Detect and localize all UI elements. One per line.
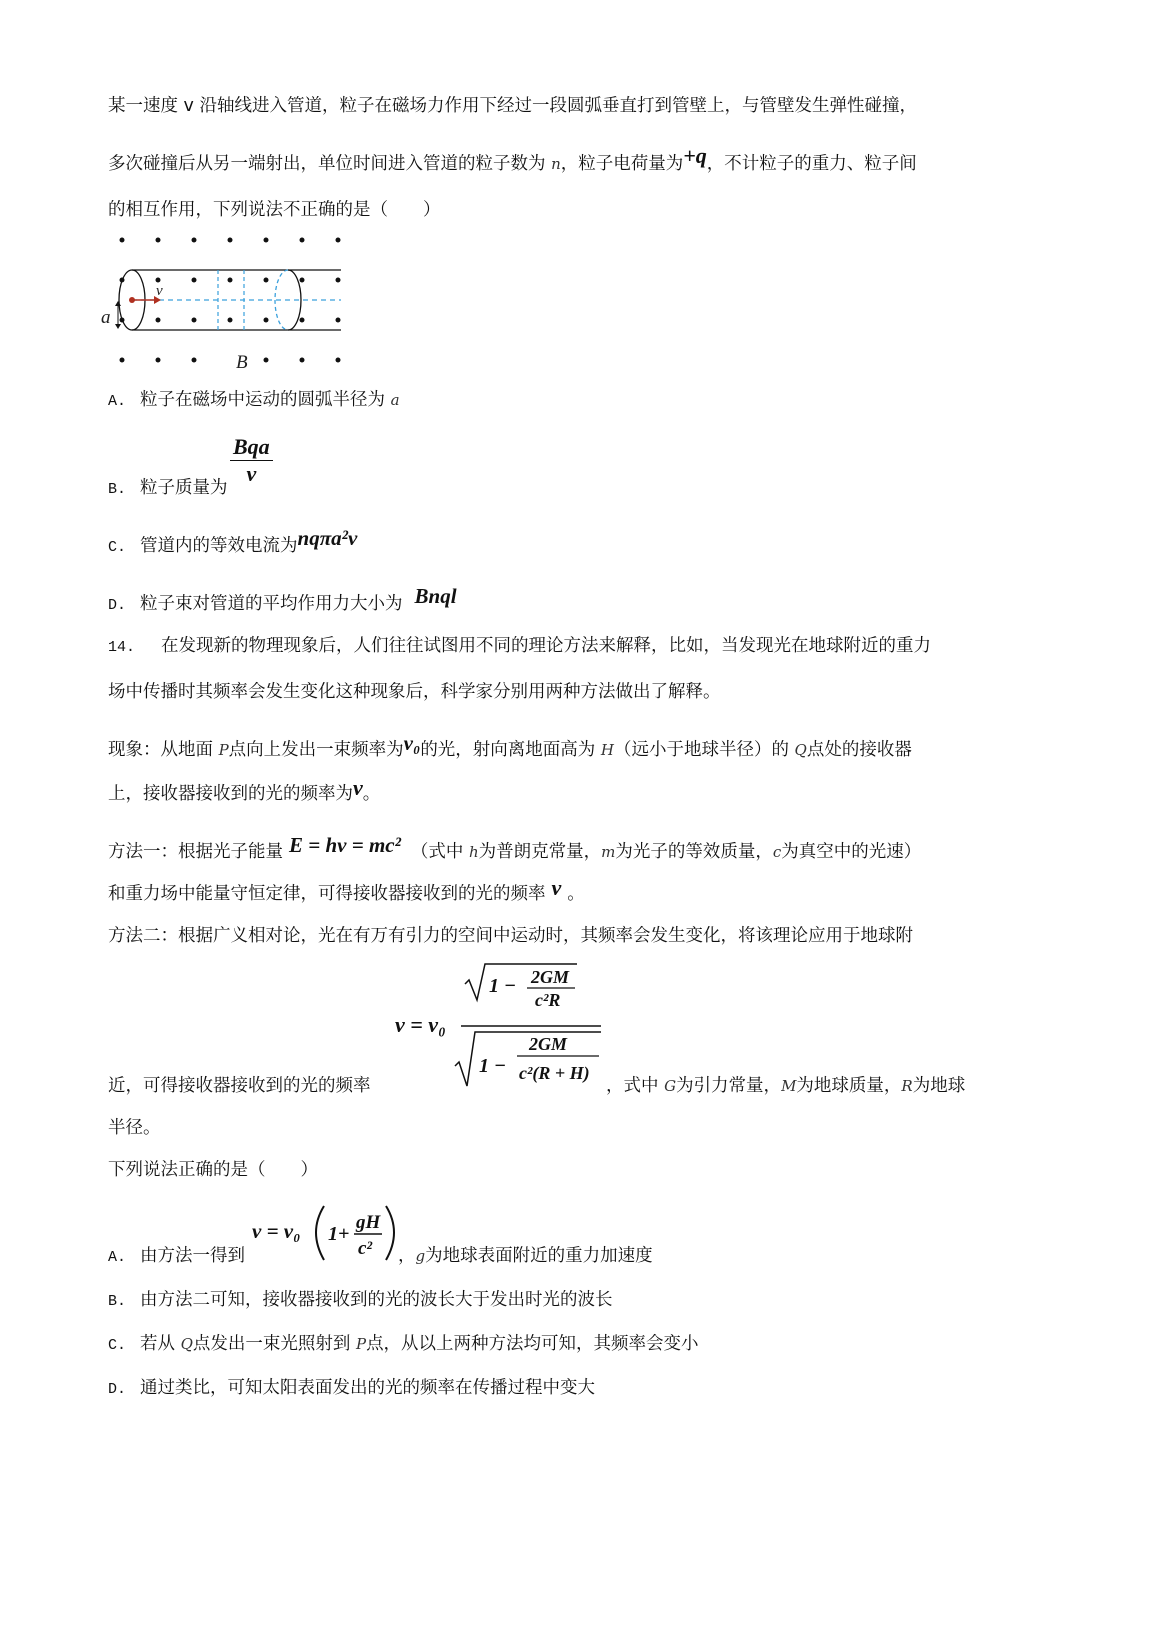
q13-option-c[interactable]: C. 管道内的等效电流为nqπa²v — [108, 526, 358, 556]
charge-q: +q — [683, 143, 707, 168]
svg-text:gH: gH — [356, 1212, 381, 1233]
force-expression: Bnql — [414, 584, 457, 608]
svg-text:2GM: 2GM — [529, 1034, 568, 1054]
question-number: 14. — [108, 639, 136, 656]
svg-text:ν = ν₀: ν = ν₀ — [252, 1219, 301, 1243]
svg-text:2GM: 2GM — [531, 967, 570, 987]
svg-text:1 −: 1 − — [479, 1055, 507, 1077]
svg-text:1+: 1+ — [328, 1223, 350, 1245]
q13-option-b[interactable]: B. 粒子质量为 — [108, 478, 228, 498]
tube-figure — [96, 228, 356, 376]
q14-method-2-line-2: 近，可得接收器接收到的光的频率 — [108, 1076, 371, 1096]
q13-line-1: 某一速度 v 沿轴线进入管道，粒子在磁场力作用下经过一段圆弧垂直打到管壁上，与管壁发生弹性碰撞， — [108, 96, 917, 116]
q14-option-a[interactable]: A. 由方法一得到 — [108, 1246, 246, 1266]
q14-method-2-line-3: 半径。 — [108, 1118, 161, 1138]
photon-energy-equation: E = hν = mc² — [289, 833, 401, 857]
current-expression: nqπa²v — [297, 526, 358, 550]
q14-method-1: 方法一：根据光子能量 E = hν = mc² （式中 h为普朗克常量，m为光子的等效质量，c为真空中的光速） — [108, 833, 922, 862]
svg-text:ν = ν₀: ν = ν₀ — [395, 1012, 446, 1037]
relativity-frequency-formula — [395, 962, 610, 1092]
q14-method-2: 方法二：根据广义相对论，光在有万有引力的空间中运动时，其频率会发生变化，将该理论应用于地球附 — [108, 926, 913, 946]
var-n: n — [551, 155, 561, 173]
q14-option-a-tail: ，g为地球表面附近的重力加速度 — [398, 1246, 653, 1266]
option-a-formula — [252, 1200, 400, 1270]
fraction-Bqa-over-v: Bqa v — [230, 434, 273, 487]
q13-line-2: 多次碰撞后从另一端射出，单位时间进入管道的粒子数为 n，粒子电荷量为+q，不计粒子的重力、粒子间 — [108, 143, 917, 174]
q14-method-2-line-2-right: ，式中 G为引力常量，M为地球质量，R为地球 — [606, 1076, 966, 1096]
label-v: v — [156, 283, 163, 299]
q13-option-d[interactable]: D. 粒子束对管道的平均作用力大小为 Bnql — [108, 584, 457, 614]
q14-phenomenon-1: 现象：从地面 P点向上发出一束频率为ν₀的光，射向离地面高为 H（远小于地球半径）的 Q点处的接收器 — [108, 731, 912, 760]
svg-text:1 −: 1 − — [489, 975, 517, 997]
q14-option-d[interactable]: D. 通过类比，可知太阳表面发出的光的频率在传播过程中变大 — [108, 1378, 596, 1398]
svg-text:c²: c² — [358, 1238, 373, 1259]
q14-phenomenon-2: 上，接收器接收到的光的频率为ν。 — [108, 775, 381, 804]
q14-method-1-line-2: 和重力场中能量守恒定律，可得接收器接收到的光的频率 ν 。 — [108, 875, 585, 904]
q14-option-c[interactable]: C. 若从 Q点发出一束光照射到 P点，从以上两种方法均可知，其频率会变小 — [108, 1334, 699, 1354]
svg-text:c²R: c²R — [535, 990, 561, 1010]
q14-ask: 下列说法正确的是（ ） — [108, 1160, 318, 1180]
particle-dot — [129, 297, 135, 303]
q13-line-3: 的相互作用，下列说法不正确的是（ ） — [108, 200, 441, 220]
q14-line-2: 场中传播时其频率会发生变化这种现象后，科学家分别用两种方法做出了解释。 — [108, 682, 721, 702]
label-B: B — [236, 352, 248, 373]
svg-text:c²(R + H): c²(R + H) — [519, 1063, 590, 1083]
q14-line-1: 14. 在发现新的物理现象后，人们往往试图用不同的理论方法来解释，比如，当发现光在地球附近的重力 — [108, 636, 932, 656]
q13-option-a[interactable]: A. 粒子在磁场中运动的圆弧半径为 a — [108, 390, 400, 410]
q14-option-b[interactable]: B. 由方法二可知，接收器接收到的光的波长大于发出时光的波长 — [108, 1290, 613, 1310]
label-a: a — [101, 307, 111, 328]
